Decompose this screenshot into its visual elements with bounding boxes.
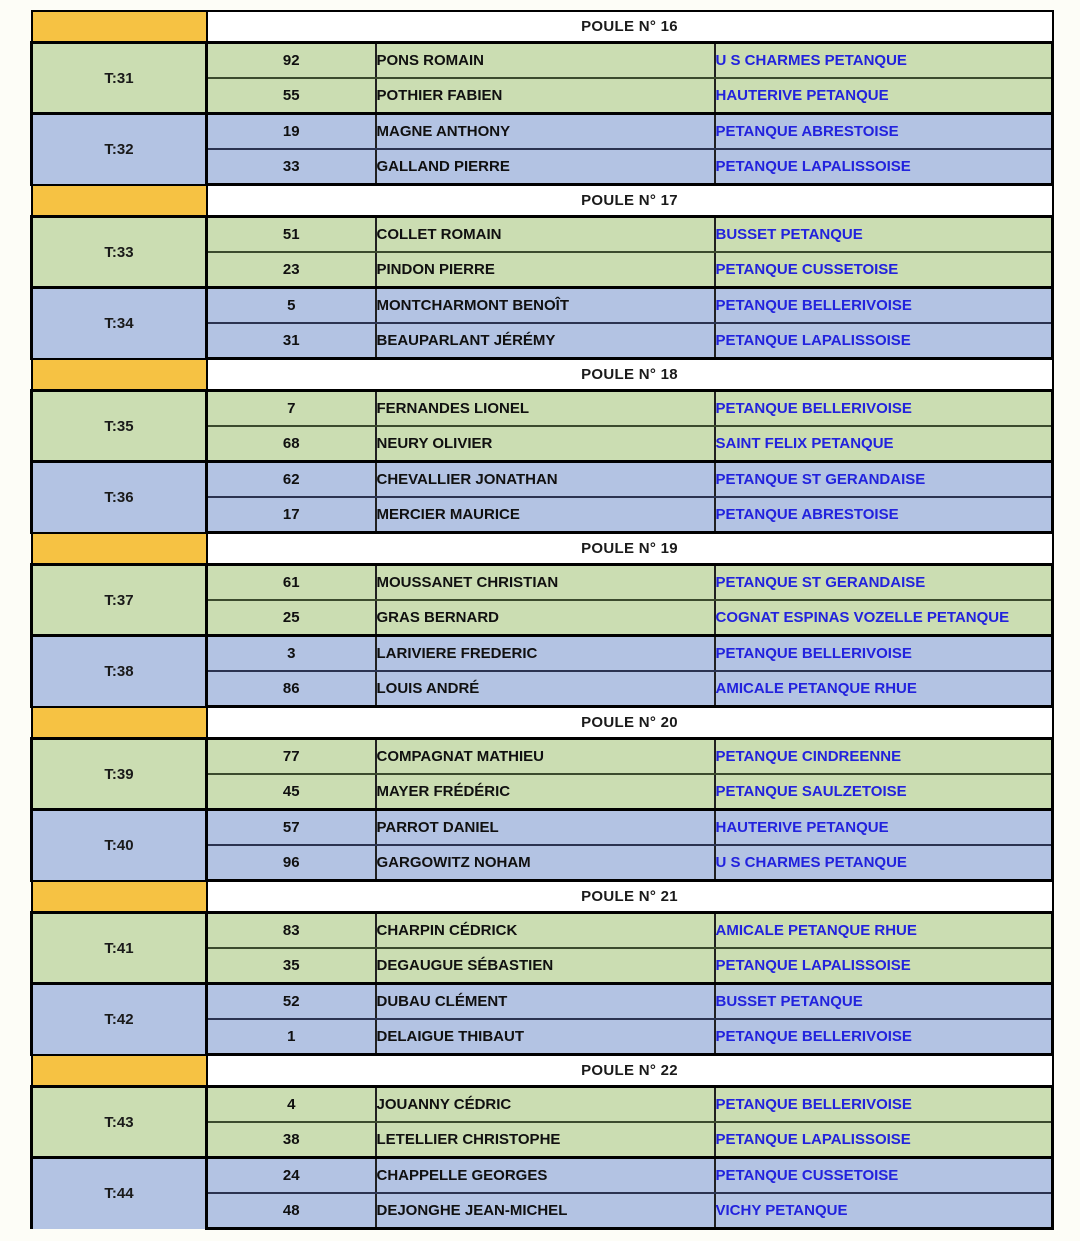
table-row	[32, 810, 1053, 846]
player-name: GRAS BERNARD	[376, 600, 715, 636]
poule-marker	[32, 11, 207, 43]
player-name: CHEVALLIER JONATHAN	[376, 462, 715, 498]
poule-header-row	[32, 185, 1053, 217]
player-name: PONS ROMAIN	[376, 43, 715, 79]
poule-title: POULE N° 21	[207, 881, 1053, 913]
poule-board	[30, 10, 1051, 1230]
player-name: CHARPIN CÉDRICK	[376, 913, 715, 949]
player-number: 68	[207, 426, 376, 462]
terrain-label: T:40	[32, 810, 207, 881]
player-name: GALLAND PIERRE	[376, 149, 715, 185]
poule-table	[30, 10, 1054, 1230]
player-club: PETANQUE BELLERIVOISE	[715, 288, 1053, 324]
player-number: 86	[207, 671, 376, 707]
terrain-label: T:36	[32, 462, 207, 533]
terrain-label: T:39	[32, 739, 207, 810]
player-name: GARGOWITZ NOHAM	[376, 845, 715, 881]
table-row	[32, 984, 1053, 1020]
player-club: HAUTERIVE PETANQUE	[715, 810, 1053, 846]
player-name: MONTCHARMONT BENOÎT	[376, 288, 715, 324]
terrain-label: T:41	[32, 913, 207, 984]
terrain-label: T:31	[32, 43, 207, 114]
terrain-label: T:33	[32, 217, 207, 288]
player-club: U S CHARMES PETANQUE	[715, 43, 1053, 79]
player-number: 5	[207, 288, 376, 324]
table-row	[32, 114, 1053, 150]
player-number: 51	[207, 217, 376, 253]
player-name: COMPAGNAT MATHIEU	[376, 739, 715, 775]
player-number: 35	[207, 948, 376, 984]
player-name: POTHIER FABIEN	[376, 78, 715, 114]
terrain-label: T:35	[32, 391, 207, 462]
player-number: 24	[207, 1158, 376, 1194]
poule-title: POULE N° 22	[207, 1055, 1053, 1087]
player-number: 25	[207, 600, 376, 636]
player-number: 55	[207, 78, 376, 114]
player-name: LARIVIERE FREDERIC	[376, 636, 715, 672]
poule-title: POULE N° 20	[207, 707, 1053, 739]
player-club: U S CHARMES PETANQUE	[715, 845, 1053, 881]
table-row	[32, 217, 1053, 253]
player-club: PETANQUE ABRESTOISE	[715, 497, 1053, 533]
player-name: MOUSSANET CHRISTIAN	[376, 565, 715, 601]
player-number: 17	[207, 497, 376, 533]
player-number: 62	[207, 462, 376, 498]
table-row	[32, 391, 1053, 427]
player-club: COGNAT ESPINAS VOZELLE PETANQUE	[715, 600, 1053, 636]
terrain-label: T:34	[32, 288, 207, 359]
player-number: 77	[207, 739, 376, 775]
table-row	[32, 636, 1053, 672]
player-club: BUSSET PETANQUE	[715, 217, 1053, 253]
player-club: PETANQUE LAPALISSOISE	[715, 323, 1053, 359]
terrain-label: T:32	[32, 114, 207, 185]
poule-marker	[32, 1055, 207, 1087]
player-number: 19	[207, 114, 376, 150]
poule-header-row	[32, 1055, 1053, 1087]
player-club: AMICALE PETANQUE RHUE	[715, 913, 1053, 949]
poule-marker	[32, 707, 207, 739]
player-number: 52	[207, 984, 376, 1020]
player-number: 83	[207, 913, 376, 949]
player-club: PETANQUE ST GERANDAISE	[715, 565, 1053, 601]
poule-marker	[32, 185, 207, 217]
player-number: 31	[207, 323, 376, 359]
player-club: PETANQUE CUSSETOISE	[715, 252, 1053, 288]
poule-marker	[32, 533, 207, 565]
table-row	[32, 43, 1053, 79]
player-name: DELAIGUE THIBAUT	[376, 1019, 715, 1055]
player-number: 92	[207, 43, 376, 79]
table-row	[32, 565, 1053, 601]
table-row	[32, 1158, 1053, 1194]
player-name: NEURY OLIVIER	[376, 426, 715, 462]
terrain-label: T:44	[32, 1158, 207, 1229]
player-club: PETANQUE ABRESTOISE	[715, 114, 1053, 150]
player-name: DUBAU CLÉMENT	[376, 984, 715, 1020]
player-number: 23	[207, 252, 376, 288]
player-name: LOUIS ANDRÉ	[376, 671, 715, 707]
player-club: PETANQUE SAULZETOISE	[715, 774, 1053, 810]
terrain-label: T:38	[32, 636, 207, 707]
poule-marker	[32, 881, 207, 913]
player-club: PETANQUE BELLERIVOISE	[715, 1019, 1053, 1055]
player-number: 3	[207, 636, 376, 672]
player-number: 7	[207, 391, 376, 427]
player-number: 57	[207, 810, 376, 846]
player-number: 33	[207, 149, 376, 185]
player-number: 38	[207, 1122, 376, 1158]
player-number: 61	[207, 565, 376, 601]
poule-title: POULE N° 17	[207, 185, 1053, 217]
poule-title: POULE N° 19	[207, 533, 1053, 565]
player-club: PETANQUE BELLERIVOISE	[715, 391, 1053, 427]
player-name: DEJONGHE JEAN-MICHEL	[376, 1193, 715, 1229]
poule-header-row	[32, 707, 1053, 739]
player-club: PETANQUE BELLERIVOISE	[715, 636, 1053, 672]
player-name: MAYER FRÉDÉRIC	[376, 774, 715, 810]
table-row	[32, 739, 1053, 775]
player-name: PINDON PIERRE	[376, 252, 715, 288]
player-club: AMICALE PETANQUE RHUE	[715, 671, 1053, 707]
player-name: COLLET ROMAIN	[376, 217, 715, 253]
poule-marker	[32, 359, 207, 391]
player-number: 96	[207, 845, 376, 881]
poule-header-row	[32, 359, 1053, 391]
poule-title: POULE N° 18	[207, 359, 1053, 391]
player-name: BEAUPARLANT JÉRÉMY	[376, 323, 715, 359]
player-number: 1	[207, 1019, 376, 1055]
poule-title: POULE N° 16	[207, 11, 1053, 43]
poule-header-row	[32, 533, 1053, 565]
table-row	[32, 913, 1053, 949]
player-club: VICHY PETANQUE	[715, 1193, 1053, 1229]
player-club: PETANQUE LAPALISSOISE	[715, 1122, 1053, 1158]
poule-header-row	[32, 881, 1053, 913]
player-name: PARROT DANIEL	[376, 810, 715, 846]
player-name: LETELLIER CHRISTOPHE	[376, 1122, 715, 1158]
table-row	[32, 288, 1053, 324]
player-club: PETANQUE CINDREENNE	[715, 739, 1053, 775]
player-name: DEGAUGUE SÉBASTIEN	[376, 948, 715, 984]
player-number: 45	[207, 774, 376, 810]
player-number: 4	[207, 1087, 376, 1123]
player-name: JOUANNY CÉDRIC	[376, 1087, 715, 1123]
player-club: PETANQUE LAPALISSOISE	[715, 948, 1053, 984]
player-club: PETANQUE BELLERIVOISE	[715, 1087, 1053, 1123]
table-row	[32, 462, 1053, 498]
player-name: CHAPPELLE GEORGES	[376, 1158, 715, 1194]
player-club: PETANQUE ST GERANDAISE	[715, 462, 1053, 498]
player-club: PETANQUE LAPALISSOISE	[715, 149, 1053, 185]
table-row	[32, 1087, 1053, 1123]
player-name: MERCIER MAURICE	[376, 497, 715, 533]
player-club: PETANQUE CUSSETOISE	[715, 1158, 1053, 1194]
terrain-label: T:37	[32, 565, 207, 636]
player-number: 48	[207, 1193, 376, 1229]
player-name: FERNANDES LIONEL	[376, 391, 715, 427]
player-club: HAUTERIVE PETANQUE	[715, 78, 1053, 114]
player-club: BUSSET PETANQUE	[715, 984, 1053, 1020]
player-name: MAGNE ANTHONY	[376, 114, 715, 150]
player-club: SAINT FELIX PETANQUE	[715, 426, 1053, 462]
terrain-label: T:43	[32, 1087, 207, 1158]
terrain-label: T:42	[32, 984, 207, 1055]
poule-header-row	[32, 11, 1053, 43]
